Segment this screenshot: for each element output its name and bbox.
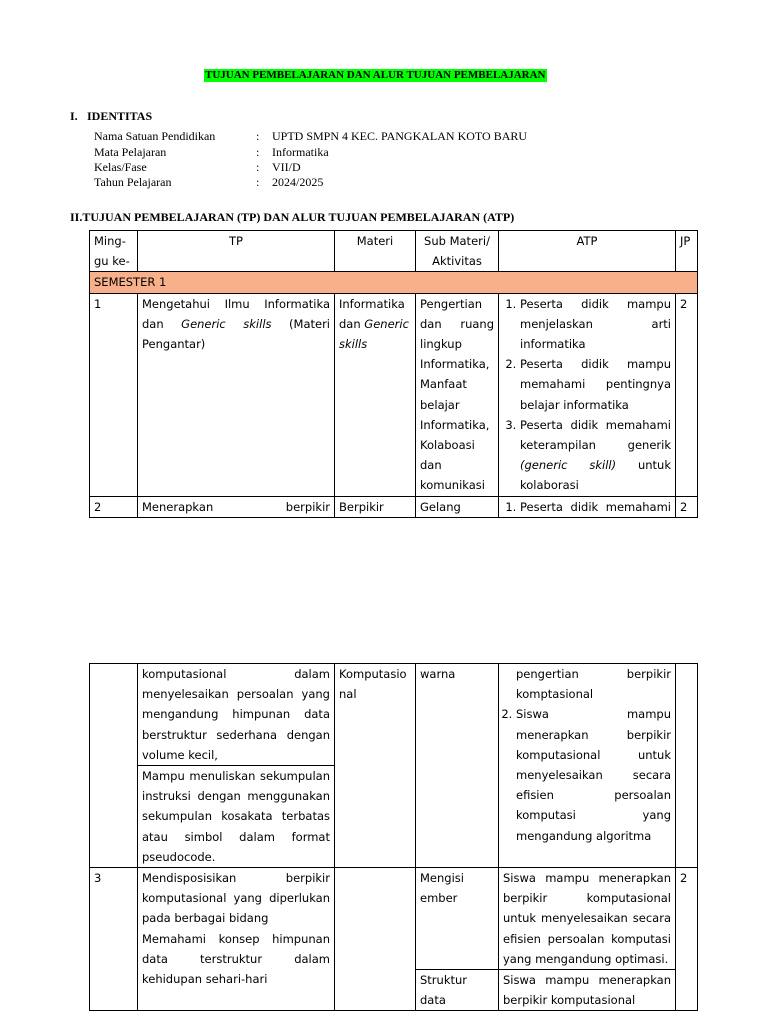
identity-colon: : [256, 175, 260, 189]
atp-table-page2 [89, 663, 698, 1011]
jp-cell [676, 664, 698, 868]
header-week: Ming- gu ke- [90, 231, 138, 272]
identity-label: Kelas/Fase [94, 160, 147, 174]
section-tp-atp-heading [70, 210, 514, 225]
identity-colon: : [256, 160, 260, 174]
identity-row-class [94, 160, 301, 175]
header-sub-materi: Sub Materi/ Aktivitas [416, 231, 499, 272]
section-identitas-heading [70, 109, 152, 124]
sub-materi-cell: Pengertian dan ruang lingkup Informatika, Manfaat belajar Informatika, Kolaboasi dan komunikasi [416, 293, 499, 496]
section-number: II. [70, 210, 83, 224]
week-cell: 2 [90, 496, 138, 517]
header-jp: JP [676, 231, 698, 272]
atp-cell: Siswa mampu menerapkan berpikir komputasional [499, 970, 676, 1011]
materi-cell [335, 868, 416, 1011]
week-cell: 3 [90, 868, 138, 1011]
atp-cell [499, 496, 676, 517]
identity-value: VII/D [272, 160, 301, 174]
document-title: TUJUAN PEMBELAJARAN DAN ALUR TUJUAN PEMBELAJARAN [205, 69, 546, 81]
list-item: 1. Peserta didik mampu menjelaskan arti informatika [520, 294, 671, 355]
sub-materi-cell: warna [416, 664, 499, 868]
header-atp: ATP [499, 231, 676, 272]
materi-cell: Berpikir [335, 496, 416, 517]
week-cell: 1 [90, 293, 138, 496]
sub-materi-cell: Mengisi ember [416, 868, 499, 970]
table-row [90, 293, 698, 496]
table-row [90, 496, 698, 517]
section-title: TUJUAN PEMBELAJARAN (TP) DAN ALUR TUJUAN PEMBELAJARAN (ATP) [82, 210, 515, 224]
section-number: I. [70, 109, 78, 123]
list-item: 2. Siswa mampu menerapkan berpikir komputasional untuk menyelesaikan secara efisien persoalan komputasi yang mengandung algoritma [516, 704, 671, 845]
identity-value: 2024/2025 [272, 175, 324, 189]
identity-label: Tahun Pelajaran [94, 175, 172, 189]
list-item: 3. Peserta didik memahami keterampilan generik (generic skill) untuk kolaborasi [520, 415, 671, 496]
identity-colon: : [256, 129, 260, 143]
identity-value: Informatika [272, 145, 329, 159]
identity-value: UPTD SMPN 4 KEC. PANGKALAN KOTO BARU [272, 129, 528, 143]
semester-label: SEMESTER 1 [90, 272, 698, 293]
materi-cell: Komputasional [335, 664, 416, 868]
week-cell [90, 664, 138, 868]
tp-cell: Mendisposisikan berpikir komputasional yang diperlukan pada berbagai bidang Memahami konsep himpunan data terstruktur dalam kehidupan sehari-hari [138, 868, 335, 1011]
tp-cell: komputasional dalam menyelesaikan persoalan yang mengandung himpunan data berstruktur sederhana dengan volume kecil, Mampu menuliskan sekumpulan instruksi dengan menggunakan sekumpulan kosakata terbatas atau simbol dalam format pseudocode. [138, 664, 335, 868]
materi-cell: Informatika dan Generic skills [335, 293, 416, 496]
semester-row [90, 272, 698, 293]
header-materi: Materi [335, 231, 416, 272]
table-header-row [90, 231, 698, 272]
table-row [90, 664, 698, 868]
jp-cell: 2 [676, 293, 698, 496]
atp-cell: Siswa mampu menerapkan berpikir komputasional untuk menyelesaikan secara efisien persoalan komputasi yang mengandung optimasi. [499, 868, 676, 970]
jp-cell: 2 [676, 868, 698, 1011]
table-row [90, 868, 698, 970]
identity-row-year [94, 175, 323, 190]
identity-label: Nama Satuan Pendidikan [94, 129, 216, 143]
atp-cell [499, 293, 676, 496]
identity-row-school [94, 129, 527, 144]
list-item: 2. Peserta didik mampu memahami pentingnya belajar informatika [520, 354, 671, 415]
identity-colon: : [256, 145, 260, 159]
sub-materi-cell: Gelang [416, 496, 499, 517]
list-item: 1. Peserta didik memahami [520, 497, 671, 517]
tp-cell: Mengetahui Ilmu Informatika dan Generic skills (Materi Pengantar) [138, 293, 335, 496]
atp-cell: pengertian berpikir komptasional 2. Siswa mampu menerapkan berpikir komputasional untuk menyelesaikan secara efisien persoalan komputasi yang mengandung algoritma [499, 664, 676, 868]
sub-materi-cell: Struktur data [416, 970, 499, 1011]
identity-row-subject [94, 145, 329, 160]
atp-table-page1 [89, 230, 698, 518]
identity-label: Mata Pelajaran [94, 145, 167, 159]
section-title: IDENTITAS [87, 109, 153, 123]
tp-cell: Menerapkan berpikir [138, 496, 335, 517]
header-tp: TP [138, 231, 335, 272]
jp-cell: 2 [676, 496, 698, 517]
